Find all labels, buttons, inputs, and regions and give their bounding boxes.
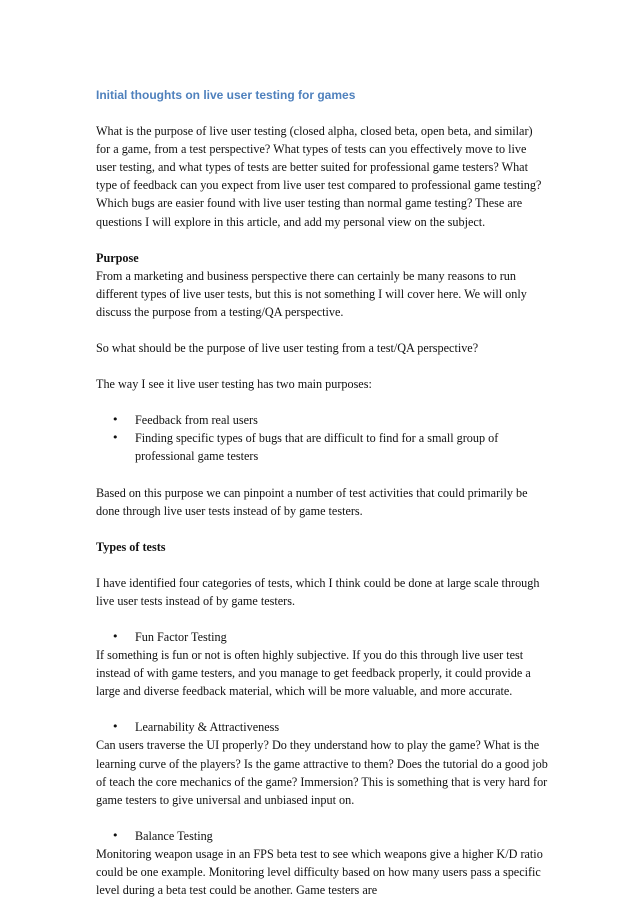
- types-text-learnability: Can users traverse the UI properly? Do they understand how to play the game? What is the learning curve of the players? Is the game attractive to them? Does the tutorial do a good job of teach the core mechanics of the game? Immersion? This is something that is very hard for game testers to give universal and unbiased input on.: [96, 738, 548, 807]
- purpose-paragraph-3: The way I see it live user testing has two main purposes:: [96, 377, 372, 392]
- types-text-balance: Monitoring weapon usage in an FPS beta test to see which weapons give a higher K/D ratio could be one example. Monitoring level difficulty based on how many users pass a specific level during a beta test could be another. Game testers are: [96, 846, 543, 898]
- types-heading: Types of tests: [96, 539, 166, 554]
- types-bullet-label: • Balance Testing: [96, 827, 548, 845]
- types-bullet-balance: [96, 827, 548, 845]
- purpose-paragraph-4: Based on this purpose we can pinpoint a number of test activities that could primarily be done through live user tests instead of by game testers.: [96, 485, 528, 518]
- types-bullet-label: • Learnability & Attractiveness: [96, 718, 548, 736]
- purpose-paragraph-2: So what should be the purpose of live user testing from a test/QA perspective?: [96, 341, 479, 356]
- types-bullet-learnability: [96, 718, 548, 736]
- types-intro-paragraph: I have identified four categories of tests, which I think could be done at large scale through live user tests instead of by game testers.: [96, 575, 540, 608]
- document-title: Initial thoughts on live user testing for games: [96, 88, 356, 102]
- purpose-bullet-list: [96, 411, 548, 465]
- purpose-bullet-item: • Finding specific types of bugs that are difficult to find for a small group of professional game testers: [96, 429, 548, 465]
- types-text-fun-factor: If something is fun or not is often highly subjective. If you do this through live user test instead of with game testers, and you manage to get feedback properly, it could provide a large and diverse feedback material, which will be more valuable, and more accurate.: [96, 648, 531, 699]
- document-page: [96, 86, 548, 899]
- intro-paragraph: What is the purpose of live user testing (closed alpha, closed beta, open beta, and similar) for a game, from a test perspective? What types of tests can you effectively move to live user testing, and what types of tests are better suited for professional game testers? What type of feedback can you expect from live user test compared to professional game testing? Which bugs are easier found with live user testing than normal game testing? These are questions I will explore in this article, and add my personal view on the subject.: [96, 124, 542, 229]
- purpose-bullet-item: • Feedback from real users: [96, 411, 548, 429]
- types-bullet-fun-factor: [96, 628, 548, 646]
- purpose-heading: Purpose: [96, 250, 139, 265]
- types-bullet-label: • Fun Factor Testing: [96, 628, 548, 646]
- purpose-paragraph-1: From a marketing and business perspective there can certainly be many reasons to run different types of live user tests, but this is not something I will cover here. We will only discuss the purpose from a testing/QA perspective.: [96, 268, 527, 319]
